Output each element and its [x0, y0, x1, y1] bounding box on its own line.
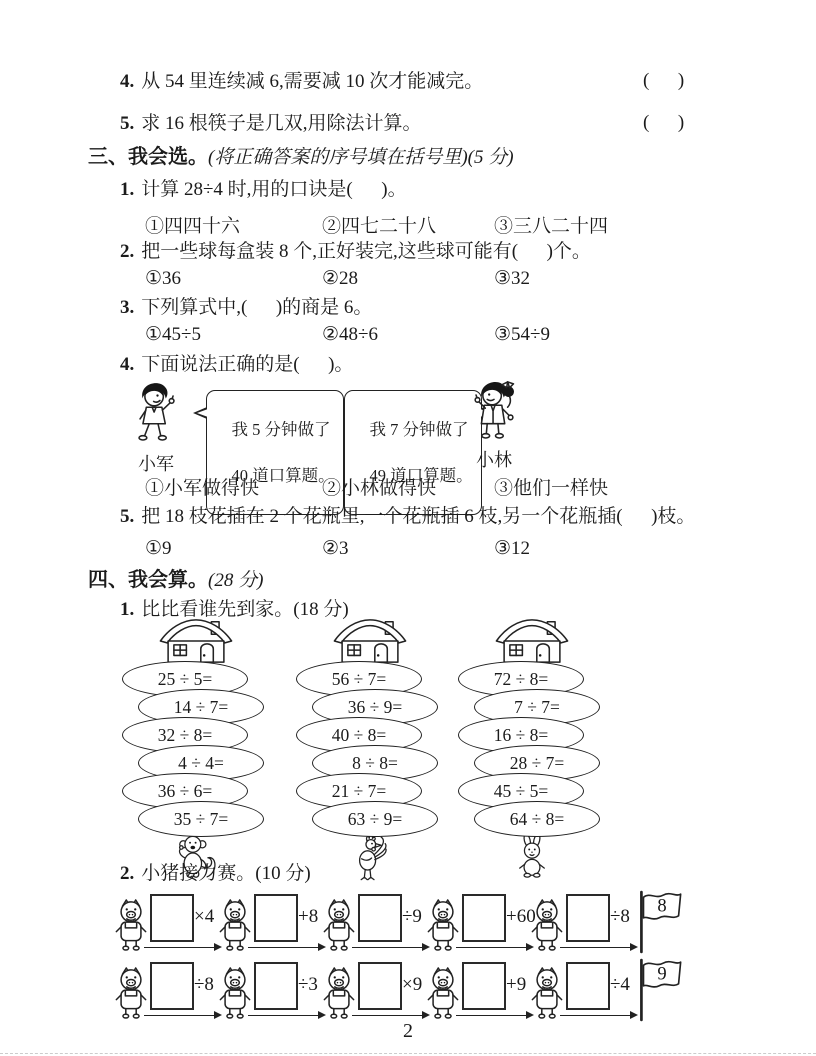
- division-oval[interactable]: 32 ÷ 8=: [122, 717, 248, 753]
- answer-box[interactable]: [358, 962, 402, 1010]
- section4-heading: [88, 568, 263, 593]
- option-2[interactable]: ②28: [322, 268, 359, 289]
- relay-segment: [532, 956, 636, 1024]
- division-oval[interactable]: 16 ÷ 8=: [458, 717, 584, 753]
- option-3[interactable]: ③54÷9: [494, 324, 550, 345]
- question-number: 1.: [120, 599, 135, 620]
- answer-box[interactable]: [358, 894, 402, 942]
- operator-label: ÷9: [402, 906, 422, 927]
- pig-icon: [530, 898, 564, 952]
- question-number: 3.: [120, 297, 135, 318]
- answer-box[interactable]: [566, 962, 610, 1010]
- judge-item-4: [120, 70, 483, 94]
- division-oval[interactable]: 35 ÷ 7=: [138, 801, 264, 837]
- question-text: 计算 28÷4 时,用的口诀是( )。: [141, 179, 407, 200]
- question-number: 5.: [120, 113, 135, 134]
- option-3[interactable]: ③他们一样快: [494, 478, 609, 499]
- options-row-4: [145, 473, 765, 500]
- choice-question-1: [120, 178, 407, 202]
- relay-segment: [428, 956, 532, 1024]
- option-2[interactable]: ②小林做得快: [322, 478, 437, 499]
- operator-label: ÷8: [194, 974, 214, 995]
- division-oval[interactable]: 36 ÷ 9=: [312, 689, 438, 725]
- option-1[interactable]: ①36: [145, 268, 182, 289]
- relay-arrow: [352, 1015, 428, 1016]
- relay-segment: [324, 888, 428, 956]
- answer-box[interactable]: [150, 962, 194, 1010]
- division-oval[interactable]: 36 ÷ 6=: [122, 773, 248, 809]
- bunny-icon: [509, 834, 555, 880]
- girl-character-illustration: [466, 378, 524, 448]
- division-oval[interactable]: 4 ÷ 4=: [138, 745, 264, 781]
- pig-icon: [218, 898, 252, 952]
- relay-arrow: [456, 1015, 532, 1016]
- operator-label: ×9: [402, 974, 423, 995]
- finish-flag: [636, 958, 686, 1024]
- division-oval[interactable]: 28 ÷ 7=: [474, 745, 600, 781]
- question-text: 比比看谁先到家。(18 分): [141, 599, 349, 620]
- flag-icon: [636, 958, 684, 1022]
- division-oval[interactable]: 64 ÷ 8=: [474, 801, 600, 837]
- option-1[interactable]: ①9: [145, 538, 172, 559]
- relay-row-1: [116, 888, 686, 956]
- relay-segment: [220, 888, 324, 956]
- answer-box[interactable]: [566, 894, 610, 942]
- house-icon: [331, 616, 409, 666]
- relay-segment: [220, 956, 324, 1024]
- pig-icon: [322, 898, 356, 952]
- operator-label: ÷8: [610, 906, 630, 927]
- relay-arrow: [144, 1015, 220, 1016]
- question-text: 把一些球每盒装 8 个,正好装完,这些球可能有( )个。: [141, 241, 591, 262]
- relay-segment: [324, 956, 428, 1024]
- options-row-2: [145, 267, 765, 290]
- option-1[interactable]: ①四四十六: [145, 216, 241, 237]
- bubble-line-1: 我 5 分钟做了: [231, 420, 331, 440]
- choice-question-4: [120, 353, 353, 377]
- scan-edge-artifact: [0, 1053, 816, 1054]
- bubble-line-2: 49 道口算题。: [369, 466, 473, 486]
- ladder-column-1: [120, 616, 272, 880]
- options-row-1: [145, 211, 765, 238]
- question-text: 求 16 根筷子是几双,用除法计算。: [141, 113, 422, 134]
- division-oval[interactable]: 56 ÷ 7=: [296, 661, 422, 697]
- operator-label: +9: [506, 974, 527, 995]
- relay-segment: [116, 888, 220, 956]
- operator-label: ÷4: [610, 974, 630, 995]
- option-3[interactable]: ③32: [494, 268, 531, 289]
- girl-name-label: 小林: [476, 450, 512, 470]
- relay-arrow: [352, 947, 428, 948]
- question-number: 2.: [120, 863, 135, 884]
- option-1[interactable]: ①小军做得快: [145, 478, 260, 499]
- question-number: 1.: [120, 179, 135, 200]
- relay-arrow: [248, 947, 324, 948]
- calc-question-2: [120, 862, 311, 886]
- answer-bracket[interactable]: ( ): [643, 70, 685, 91]
- division-oval[interactable]: 63 ÷ 9=: [312, 801, 438, 837]
- division-oval[interactable]: 14 ÷ 7=: [138, 689, 264, 725]
- division-oval[interactable]: 21 ÷ 7=: [296, 773, 422, 809]
- answer-bracket[interactable]: ( ): [643, 112, 685, 133]
- relay-segment: [532, 888, 636, 956]
- question-number: 5.: [120, 506, 135, 527]
- bubble-line-1: 我 7 分钟做了: [369, 420, 469, 440]
- choice-question-3: [120, 296, 372, 320]
- relay-segment: [428, 888, 536, 956]
- choice-question-5: [120, 505, 695, 529]
- division-oval[interactable]: 8 ÷ 8=: [312, 745, 438, 781]
- operator-label: +60: [506, 906, 536, 927]
- section-title: 四、我会算。: [88, 569, 208, 591]
- options-row-3: [145, 323, 765, 346]
- pig-icon: [426, 898, 460, 952]
- relay-arrow: [144, 947, 220, 948]
- pig-icon: [530, 966, 564, 1020]
- option-1[interactable]: ①45÷5: [145, 324, 201, 345]
- question-text: 下面说法正确的是( )。: [141, 354, 354, 375]
- boy-name-label: 小军: [138, 454, 174, 474]
- relay-arrow: [560, 947, 636, 948]
- house-icon: [493, 616, 571, 666]
- pig-icon: [114, 966, 148, 1020]
- relay-row-2: [116, 956, 686, 1024]
- option-2[interactable]: ②48÷6: [322, 324, 378, 345]
- flag-icon: [636, 890, 684, 954]
- question-number: 4.: [120, 71, 135, 92]
- operator-label: ÷3: [298, 974, 318, 995]
- division-oval[interactable]: 72 ÷ 8=: [458, 661, 584, 697]
- choice-question-2: [120, 240, 591, 264]
- question-text: 把 18 枝花插在 2 个花瓶里,一个花瓶插 6 枝,另一个花瓶插( )枝。: [141, 506, 696, 527]
- answer-box[interactable]: [462, 894, 506, 942]
- question-number: 2.: [120, 241, 135, 262]
- question-text: 从 54 里连续减 6,需要减 10 次才能减完。: [141, 71, 484, 92]
- section-score: (28 分): [208, 570, 264, 591]
- division-oval[interactable]: 45 ÷ 5=: [458, 773, 584, 809]
- pig-icon: [218, 966, 252, 1020]
- option-2[interactable]: ②3: [322, 538, 349, 559]
- house-icon: [157, 616, 235, 666]
- relay-arrow: [560, 1015, 636, 1016]
- division-oval[interactable]: 25 ÷ 5=: [122, 661, 248, 697]
- boy-character-illustration: [130, 380, 186, 450]
- judge-item-5: [120, 112, 422, 136]
- answer-box[interactable]: [150, 894, 194, 942]
- division-oval[interactable]: 40 ÷ 8=: [296, 717, 422, 753]
- relay-arrow: [456, 947, 532, 948]
- pig-icon: [114, 898, 148, 952]
- options-row-5: [145, 537, 765, 560]
- question-text: 下列算式中,( )的商是 6。: [141, 297, 373, 318]
- section3-heading: [88, 145, 514, 170]
- section-title: 三、我会选。: [88, 146, 208, 168]
- rooster-icon: [346, 834, 394, 882]
- ladder-column-2: [294, 616, 446, 882]
- ladder-column-3: [456, 616, 608, 880]
- finish-flag: [636, 890, 686, 956]
- flag-number: 8: [657, 895, 667, 917]
- answer-box[interactable]: [254, 962, 298, 1010]
- page-number: 2: [403, 1020, 413, 1042]
- option-3[interactable]: ③12: [494, 538, 531, 559]
- flag-number: 9: [657, 963, 667, 985]
- relay-segment: [116, 956, 220, 1024]
- option-3[interactable]: ③三八二十四: [494, 216, 609, 237]
- relay-arrow: [248, 1015, 324, 1016]
- question-text: 小猪接力赛。(10 分): [141, 863, 311, 884]
- section-subtitle: (将正确答案的序号填在括号里)(5 分): [208, 147, 514, 168]
- pig-icon: [426, 966, 460, 1020]
- operator-label: +8: [298, 906, 319, 927]
- answer-box[interactable]: [254, 894, 298, 942]
- pig-icon: [322, 966, 356, 1020]
- question-number: 4.: [120, 354, 135, 375]
- bubble-line-2: 40 道口算题。: [231, 466, 335, 486]
- option-2[interactable]: ②四七二十八: [322, 216, 437, 237]
- division-oval[interactable]: 7 ÷ 7=: [474, 689, 600, 725]
- operator-label: ×4: [194, 906, 215, 927]
- answer-box[interactable]: [462, 962, 506, 1010]
